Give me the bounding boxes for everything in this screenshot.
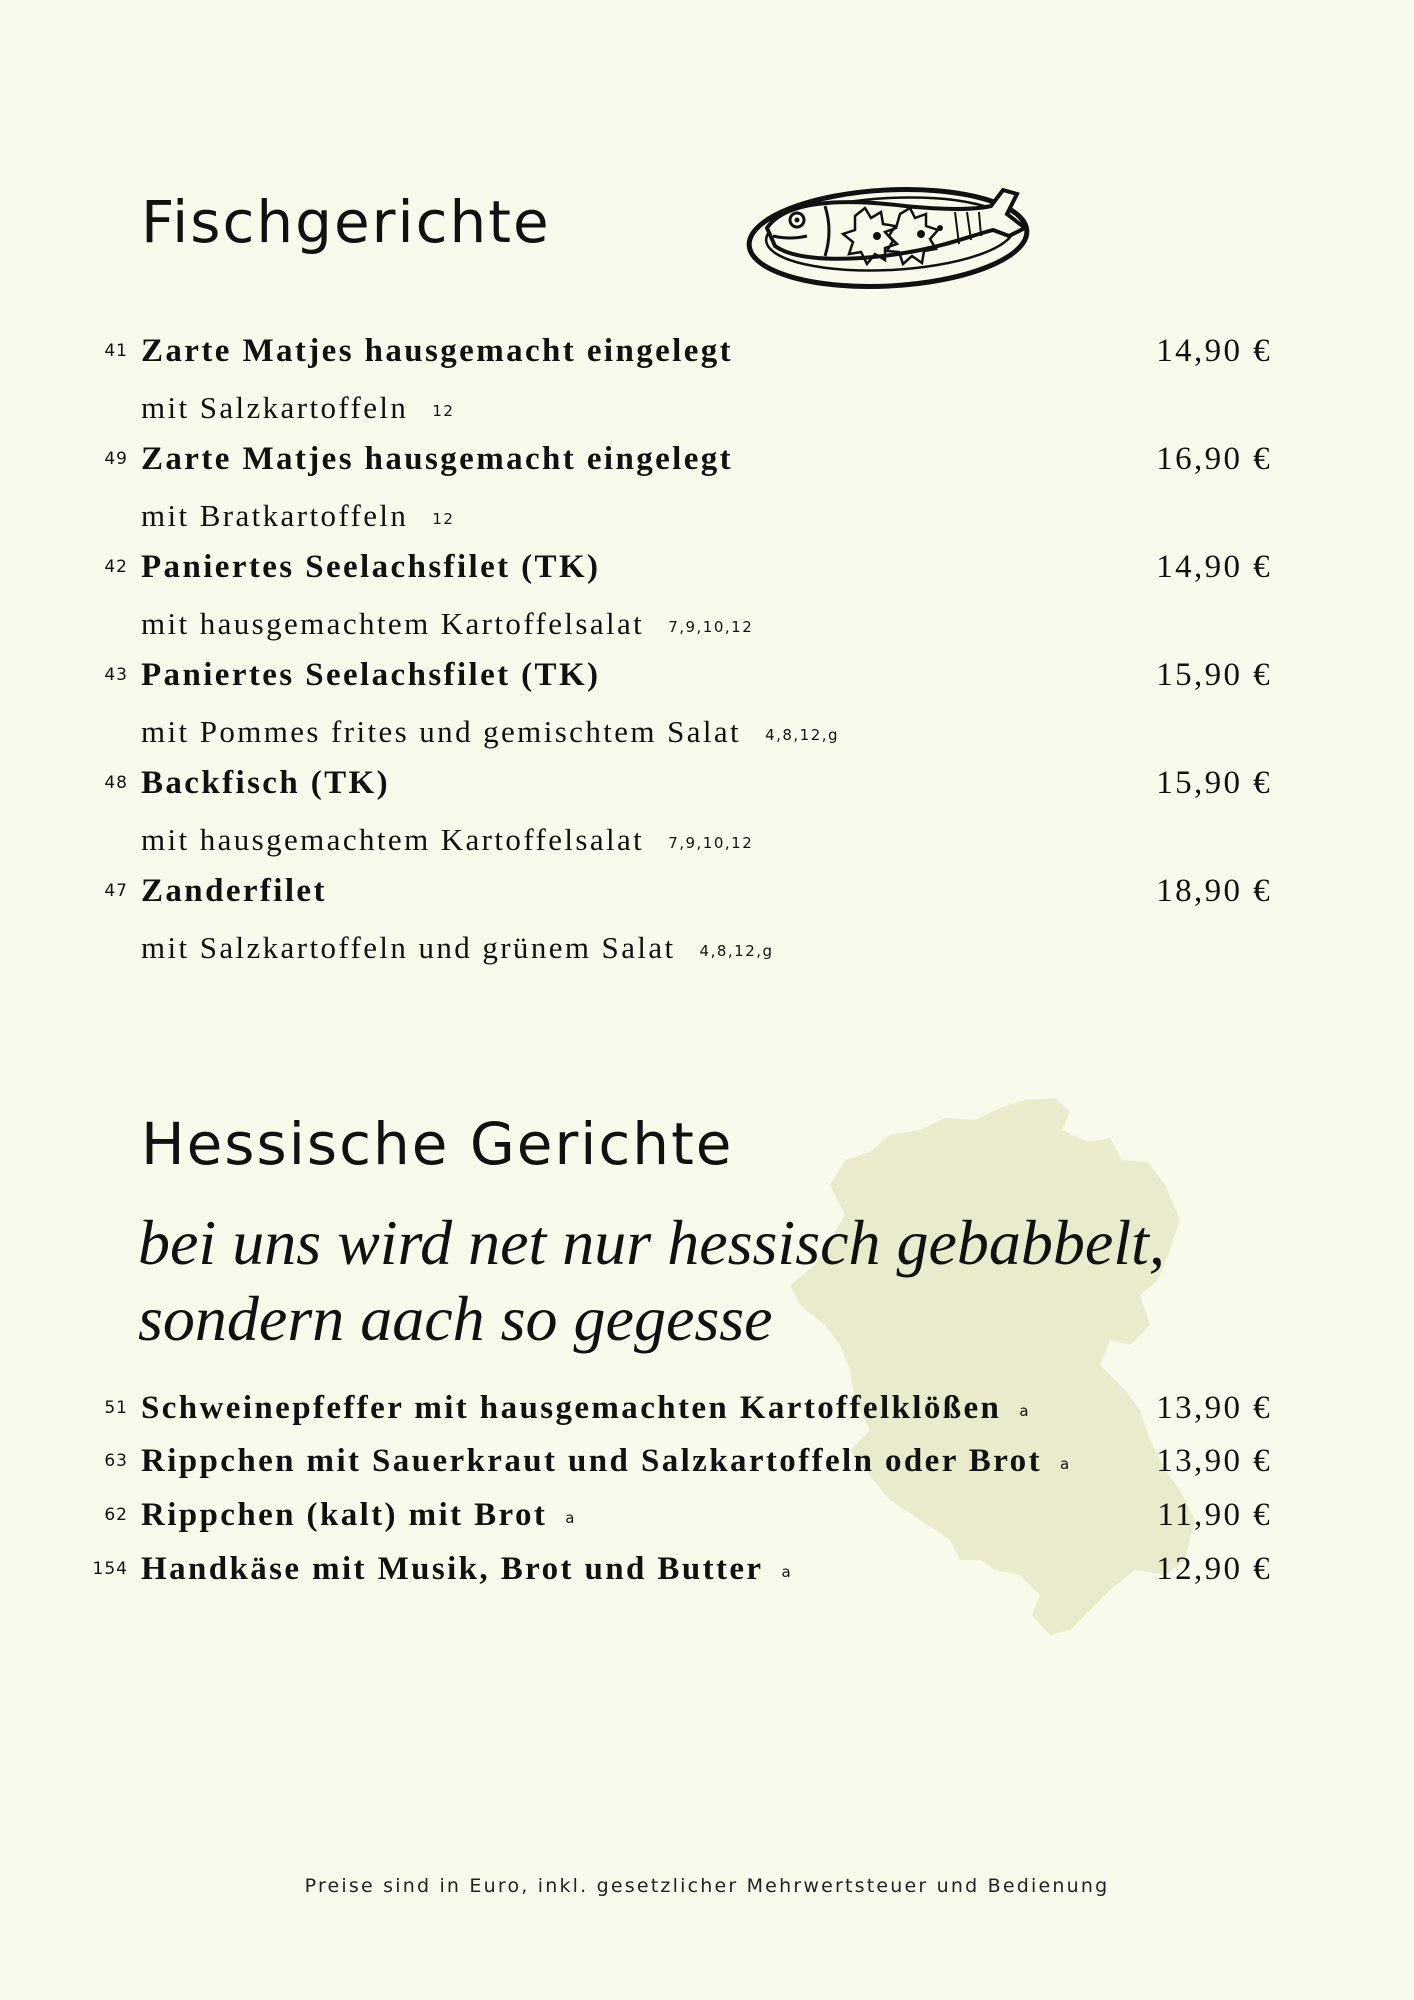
item-name: Paniertes Seelachsfilet (TK) xyxy=(141,657,601,693)
item-price: 15,90 € xyxy=(1156,657,1272,693)
menu-item xyxy=(0,441,1414,485)
item-name: Handkäse mit Musik, Brot und Butter xyxy=(141,1551,764,1587)
item-number: 154 xyxy=(92,1559,128,1579)
price-disclaimer: Preise sind in Euro, inkl. gesetzlicher Mehrwertsteuer und Bedienung xyxy=(304,1875,1110,1897)
item-name: Schweinepfeffer mit hausgemachten Kartoffelklößen xyxy=(141,1390,1002,1426)
side-text: mit hausgemachtem Kartoffelsalat xyxy=(141,822,645,857)
item-price: 14,90 € xyxy=(1156,549,1272,585)
item-price: 13,90 € xyxy=(1156,1443,1272,1479)
side-text: mit hausgemachtem Kartoffelsalat xyxy=(141,606,645,641)
menu-item xyxy=(0,549,1414,593)
item-side-dish xyxy=(0,930,1414,970)
item-price: 13,90 € xyxy=(1156,1390,1272,1426)
item-name: Rippchen mit Sauerkraut und Salzkartoffeln oder Brot xyxy=(141,1443,1042,1479)
tagline-line: sondern aach so gegesse xyxy=(138,1283,773,1354)
allergen-codes: 7,9,10,12 xyxy=(668,834,754,852)
item-price: 18,90 € xyxy=(1156,873,1272,909)
item-price: 16,90 € xyxy=(1156,441,1272,477)
item-name: Backfisch (TK) xyxy=(141,765,391,801)
menu-item xyxy=(0,1497,1414,1541)
item-side-dish xyxy=(0,498,1414,538)
section-title-hessian: Hessische Gerichte xyxy=(141,1110,734,1178)
menu-item xyxy=(0,333,1414,377)
allergen-codes: a xyxy=(1059,1455,1071,1473)
item-number: 42 xyxy=(104,557,128,577)
menu-item xyxy=(0,657,1414,701)
item-number: 47 xyxy=(104,881,128,901)
item-number: 51 xyxy=(104,1398,128,1418)
item-side-dish xyxy=(0,390,1414,430)
item-price: 11,90 € xyxy=(1157,1497,1272,1533)
menu-item xyxy=(0,1443,1414,1487)
item-name: Zarte Matjes hausgemacht eingelegt xyxy=(141,333,734,369)
section-title-fish: Fischgerichte xyxy=(141,188,551,256)
allergen-codes: a xyxy=(565,1509,576,1527)
item-name: Paniertes Seelachsfilet (TK) xyxy=(141,549,601,585)
item-side-dish xyxy=(0,714,1414,754)
item-number: 41 xyxy=(104,341,128,361)
allergen-codes: a xyxy=(781,1563,793,1581)
item-price: 15,90 € xyxy=(1156,765,1272,801)
item-number: 48 xyxy=(104,773,128,793)
menu-item xyxy=(0,873,1414,917)
item-price: 12,90 € xyxy=(1156,1551,1272,1587)
item-number: 43 xyxy=(104,665,128,685)
side-text: mit Bratkartoffeln xyxy=(141,498,409,533)
allergen-codes: 7,9,10,12 xyxy=(668,618,754,636)
item-name: Zanderfilet xyxy=(141,873,327,909)
item-name: Zarte Matjes hausgemacht eingelegt xyxy=(141,441,734,477)
menu-item xyxy=(0,1390,1414,1434)
side-text: mit Pommes frites und gemischtem Salat xyxy=(141,714,742,749)
allergen-codes: 12 xyxy=(432,510,455,528)
item-number: 62 xyxy=(104,1505,128,1525)
item-side-dish xyxy=(0,822,1414,862)
section-tagline xyxy=(138,1205,1288,1357)
item-name: Rippchen (kalt) mit Brot xyxy=(141,1497,548,1533)
allergen-codes: 12 xyxy=(432,402,455,420)
allergen-codes: a xyxy=(1019,1402,1031,1420)
tagline-line: bei uns wird net nur hessisch gebabbelt, xyxy=(138,1207,1165,1278)
allergen-codes: 4,8,12,g xyxy=(699,942,774,960)
item-side-dish xyxy=(0,606,1414,646)
side-text: mit Salzkartoffeln und grünem Salat xyxy=(141,930,676,965)
item-number: 49 xyxy=(104,449,128,469)
menu-item xyxy=(0,765,1414,809)
menu-item xyxy=(0,1551,1414,1595)
fish-on-plate-illustration xyxy=(745,176,1035,294)
item-price: 14,90 € xyxy=(1156,333,1272,369)
item-number: 63 xyxy=(104,1451,128,1471)
side-text: mit Salzkartoffeln xyxy=(141,390,409,425)
allergen-codes: 4,8,12,g xyxy=(765,726,840,744)
